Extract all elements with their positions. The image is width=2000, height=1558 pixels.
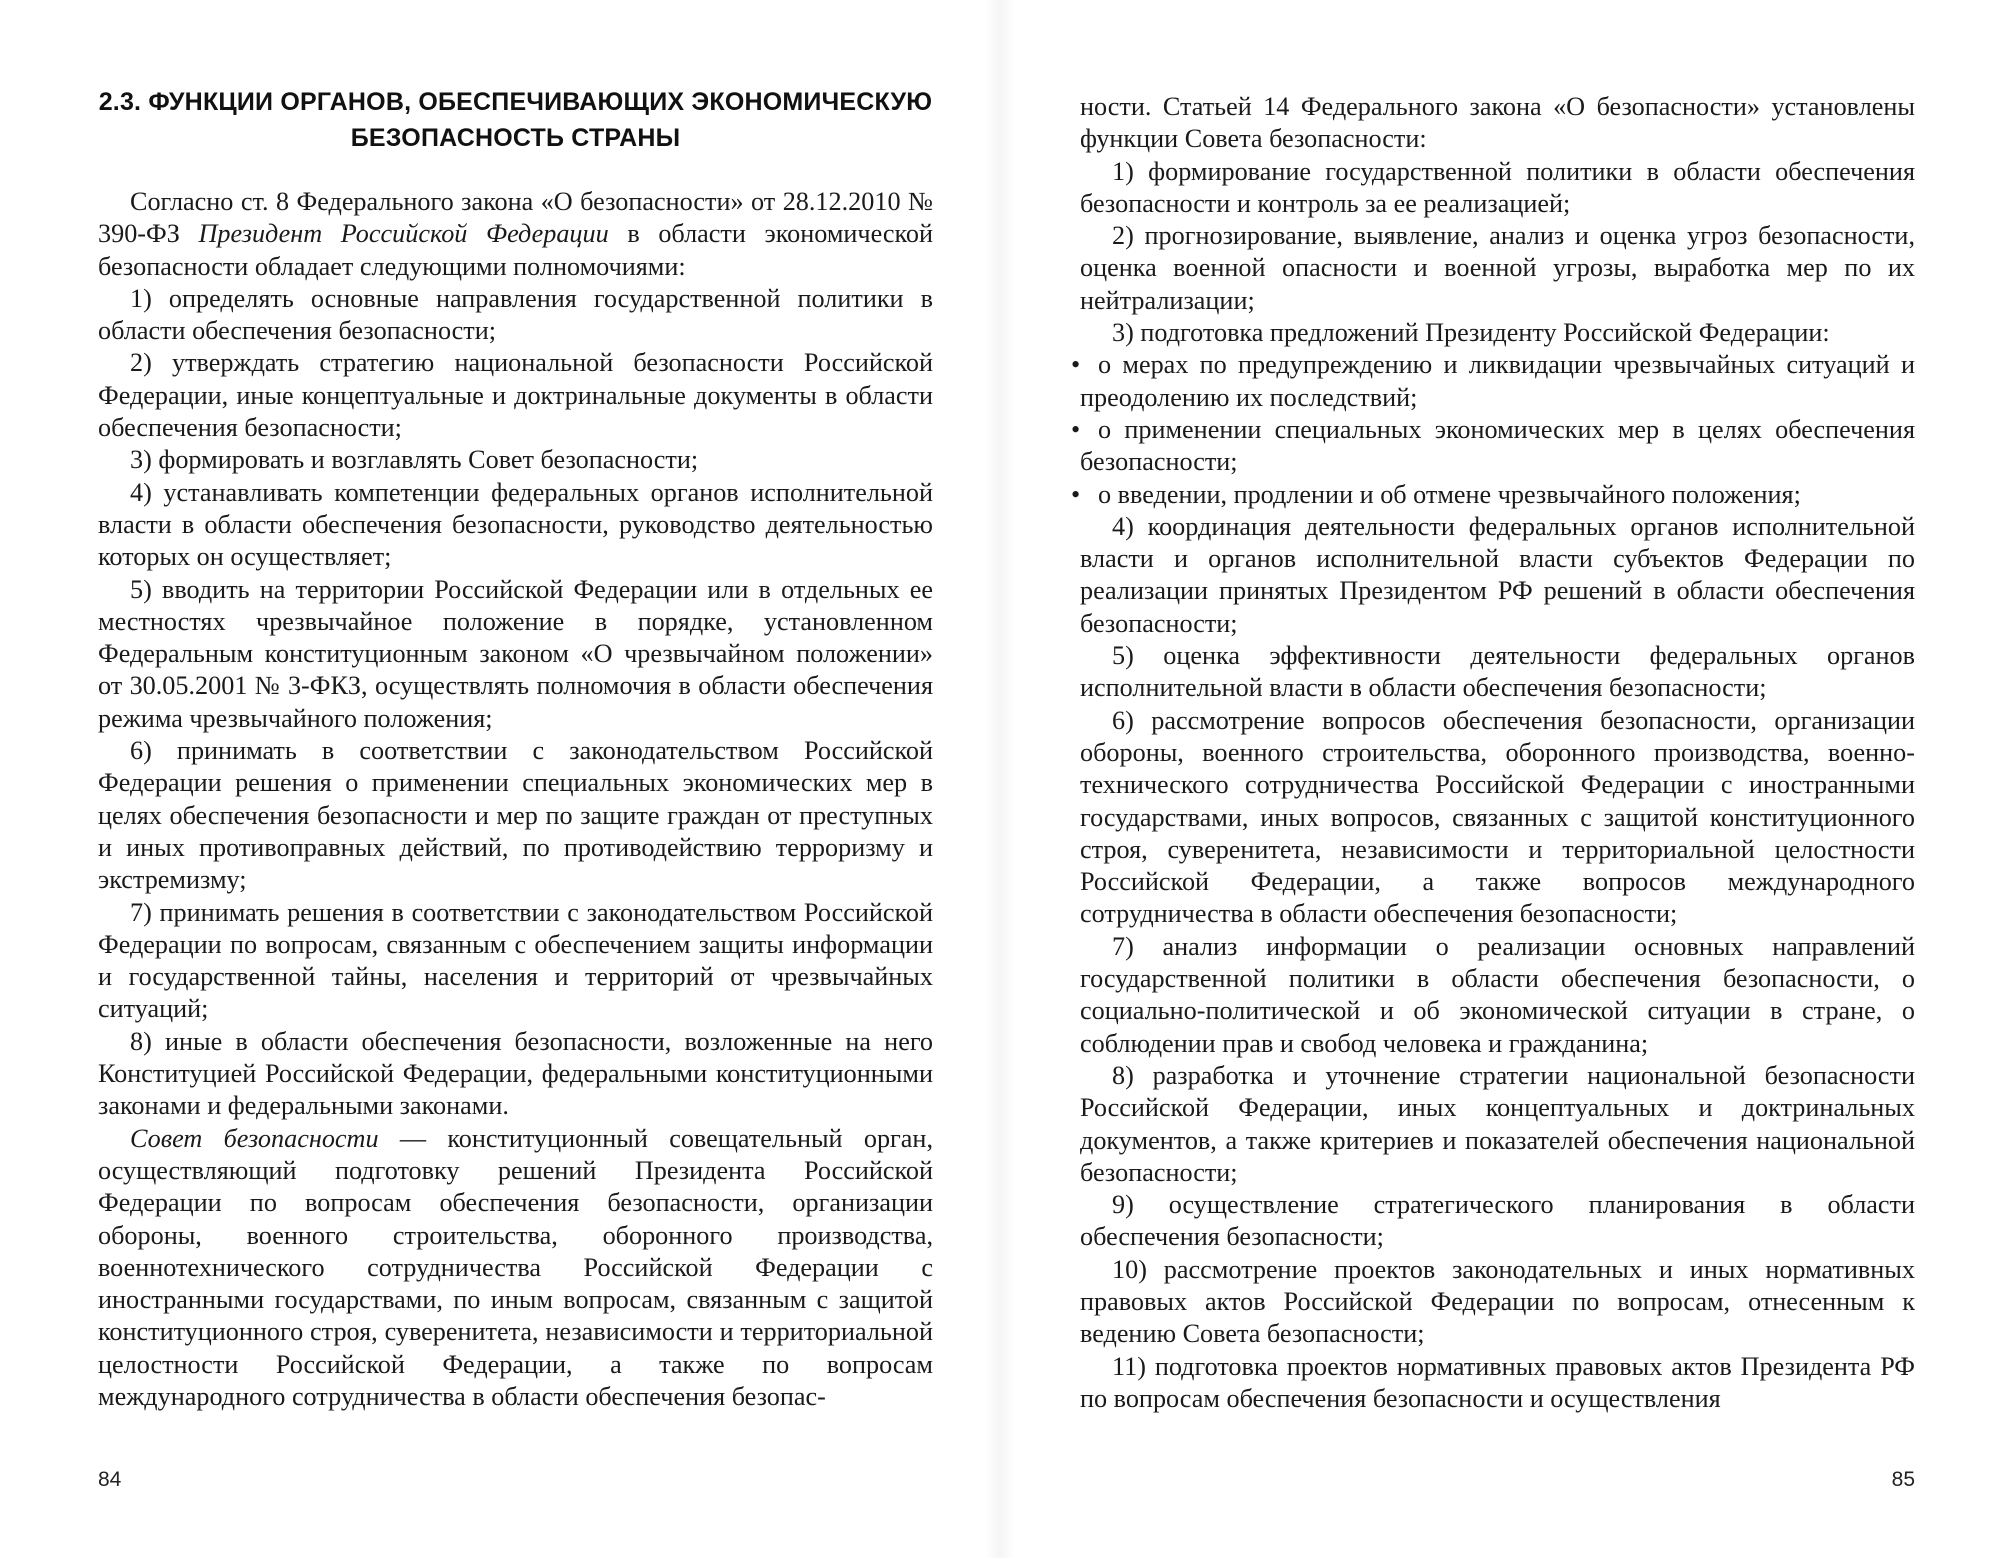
right-page-body — [1071, 91, 1915, 1415]
president-power-item: 1) определять основные направления государственной политики в области обеспечения безопасности; — [98, 283, 933, 346]
section-heading — [98, 84, 933, 156]
bullet-item: • о применении специальных экономических мер в целях обеспечения безопасности; — [1071, 414, 1915, 477]
council-function-item: 1) формирование государственной политики в области обеспечения безопасности и контроль за ее реализацией; — [1080, 156, 1915, 218]
president-power-item: 5) вводить на территории Российской Федерации или в отдельных ее местностях чрезвычайное положение в порядке, установленном Федеральным конституционным законом «О чрезвычайном положении» от 30.05.2001 № 3-ФКЗ, осуществлять полномочия в области обеспечения режима чрезвычайного положения; — [98, 574, 933, 733]
council-function-item: 3) подготовка предложений Президенту Российской Федерации: — [1112, 318, 1830, 348]
bullet-icon: • — [1071, 414, 1081, 444]
president-power-item: 2) утверждать стратегию национальной безопасности Российской Федерации, иные концептуальные и доктринальные документы в области обеспечения безопасности; — [98, 348, 933, 443]
council-function-item: 6) рассмотрение вопросов обеспечения безопасности, организации обороны, военного строительства, оборонного производства, военно-технического сотрудничества Российской Федерации с иностранными государствами, иных вопросов, связанных с защитой конституционного строя, суверенитета, независимости и территориальной целостности Российской Федерации, а также вопросов международного сотрудничества в области обеспечения безопасности; — [1080, 705, 1915, 929]
page-number-left: 84 — [98, 1468, 122, 1491]
intro-paragraph: Согласно ст. 8 Федерального закона «О безопасности» от 28.12.2010 № 390-ФЗ Президент Российской Федерации в области экономической безопасности обладает следующими полномочиями: — [98, 187, 933, 281]
right-page — [1071, 0, 1915, 1558]
council-function-item: 9) осуществление стратегического планирования в области обеспечения безопасности; — [1080, 1190, 1915, 1252]
left-page-body — [98, 186, 933, 1413]
section-heading-line-2: БЕЗОПАСНОСТЬ СТРАНЫ — [350, 124, 681, 152]
security-council-paragraph: Совет безопасности — конституционный совещательный орган, осуществляющий подготовку решений Президента Российской Федерации по вопросам обеспечения безопасности, организации обороны, военного строительства, оборонного производства, военнотехнического сотрудничества Российской Федерации с иностранными государствами, по иным вопросам, связанным с защитой конституционного строя, суверенитета, независимости и территориальной целостности Российской Федерации, а также по вопросам международного сотрудничества в области обеспечения безопас- — [98, 1123, 933, 1411]
left-page — [98, 0, 933, 1558]
council-function-item: 11) подготовка проектов нормативных правовых актов Президента РФ по вопросам обеспечения безопасности и осуществления — [1080, 1351, 1915, 1413]
page-number-right: 85 — [1891, 1468, 1915, 1491]
president-power-item: 6) принимать в соответствии с законодательством Российской Федерации решения о применении специальных экономических мер в целях обеспечения безопасности и мер по защите граждан от преступных и иных противоправных действий, по противодействию терроризму и экстремизму; — [98, 736, 933, 895]
president-power-item: 7) принимать решения в соответствии с законодательством Российской Федерации по вопросам, связанным с обеспечением защиты информации и государственной тайны, населения и территорий от чрезвычайных ситуаций; — [98, 897, 933, 1024]
bullet-icon: • — [1071, 350, 1081, 380]
president-power-item: 4) устанавливать компетенции федеральных органов исполнительной власти в области обеспечения безопасности, руководство деятельностью которых он осуществляет; — [98, 477, 933, 572]
president-power-item: 3) формировать и возглавлять Совет безопасности; — [130, 445, 699, 475]
council-function-item: 10) рассмотрение проектов законодательных и иных нормативных правовых актов Российской Федерации по вопросам, отнесенным к ведению Совета безопасности; — [1080, 1254, 1915, 1349]
council-function-item: 5) оценка эффективности деятельности федеральных органов исполнительной власти в области обеспечения безопасности; — [1080, 641, 1915, 703]
council-function-item: 4) координация деятельности федеральных органов исполнительной власти и органов исполнительной власти субъектов Федерации по реализации принятых Президентом РФ решений в области обеспечения безопасности; — [1080, 511, 1915, 638]
book-gutter — [985, 0, 1015, 1558]
continuation-paragraph: ности. Статьей 14 Федерального закона «О безопасности» установлены функции Совета безопасности: — [1080, 92, 1915, 154]
security-council-term: Совет безопасности — [130, 1123, 379, 1153]
bullet-item: • о введении, продлении и об отмене чрезвычайного положения; — [1080, 479, 1915, 511]
bullet-item: • о мерах по предупреждению и ликвидации чрезвычайных ситуаций и преодолению их последствий; — [1071, 350, 1915, 412]
president-term: Президент Российской Федерации — [198, 219, 609, 249]
council-function-item: 7) анализ информации о реализации основных направлений государственной политики в области обеспечения безопасности, о социально-политической и об экономической ситуации в стране, о соблюдении прав и свобод человека и гражданина; — [1080, 931, 1915, 1058]
council-function-item: 8) разработка и уточнение стратегии национальной безопасности Российской Федерации, иных концептуальных и доктринальных документов, а также критериев и показателей обеспечения национальной безопасности; — [1080, 1060, 1915, 1187]
council-function-item: 2) прогнозирование, выявление, анализ и оценка угроз безопасности, оценка военной опасности и военной угрозы, выработка мер по их нейтрализации; — [1080, 221, 1915, 315]
bullet-icon: • — [1071, 479, 1081, 509]
president-power-item: 8) иные в области обеспечения безопасности, возложенные на него Конституцией Российской Федерации, федеральными конституционными законами и федеральными законами. — [98, 1026, 933, 1121]
section-heading-line-1: 2.3. ФУНКЦИИ ОРГАНОВ, ОБЕСПЕЧИВАЮЩИХ ЭКОНОМИЧЕСКУЮ — [98, 88, 933, 116]
